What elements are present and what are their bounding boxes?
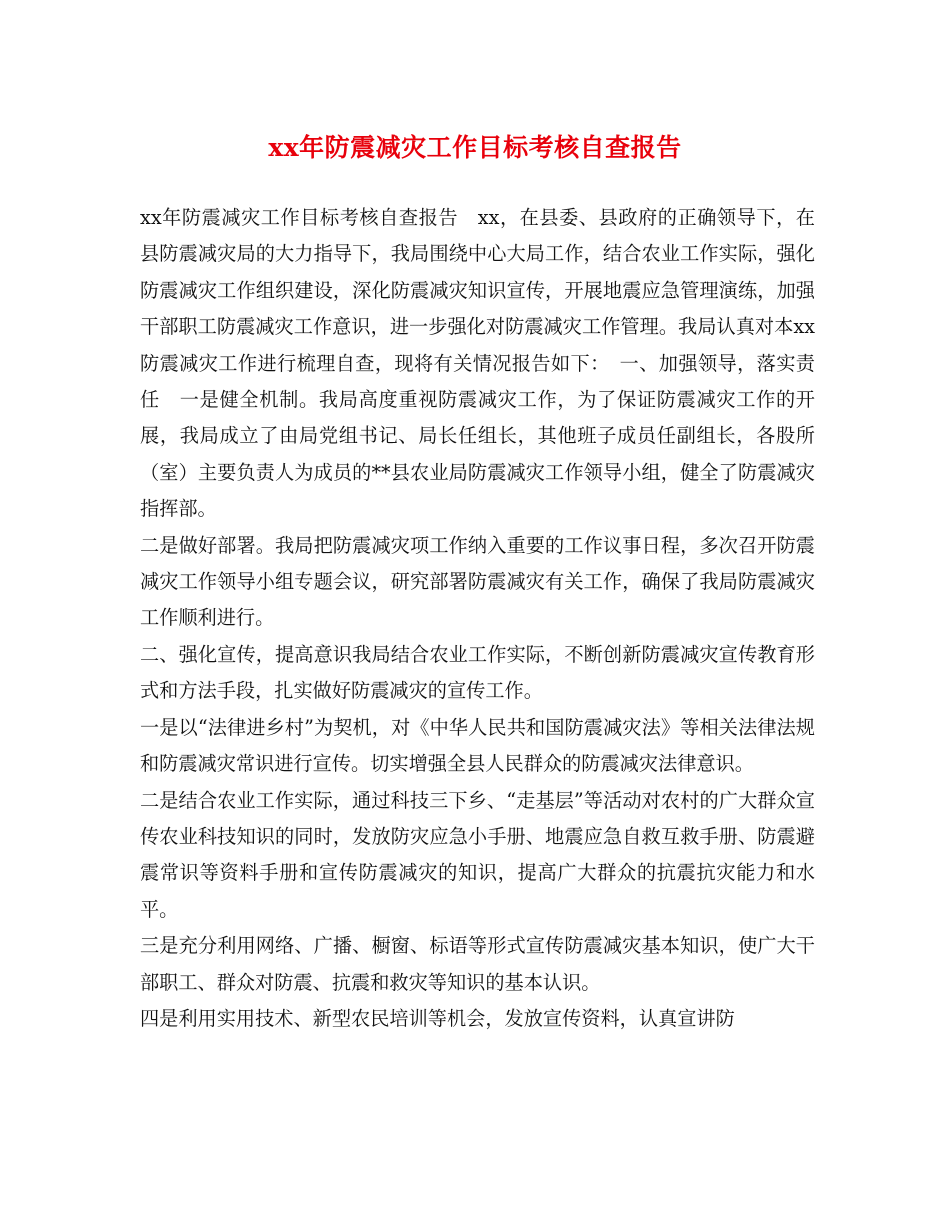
paragraph: 二、强化宣传，提高意识我局结合农业工作实际，不断创新防震减灾宣传教育形式和方法手段，扎实做好防震减灾的宣传工作。 [140, 642, 815, 703]
paragraph: 一是以“法律进乡村”为契机，对《中华人民共和国防震减灾法》等相关法律法规和防震减灾常识进行宣传。切实增强全县人民群众的防震减灾法律意识。 [140, 715, 815, 776]
paragraph: xx年防震减灾工作目标考核自查报告 xx，在县委、县政府的正确领导下，在县防震减灾局的大力指导下，我局围绕中心大局工作，结合农业工作实际，强化防震减灾工作组织建设，深化防震减灾知识宣传，开展地震应急管理演练，加强干部职工防震减灾工作意识，进一步强化对防震减灾工作管理。我局认真对本xx防震减灾工作进行梳理自查，现将有关情况报告如下： 一、加强领导，落实责任 一是健全机制。我局高度重视防震减灾工作，为了保证防震减灾工作的开展，我局成立了由局党组书记、局长任组长，其他班子成员任副组长，各股所（室）主要负责人为成员的**县农业局防震减灾工作领导小组，健全了防震减灾指挥部。 [140, 206, 815, 521]
document-title: xx年防震减灾工作目标考核自查报告 [268, 133, 682, 162]
document-body [140, 200, 815, 1037]
paragraph: 二是做好部署。我局把防震减灾项工作纳入重要的工作议事日程，多次召开防震减灾工作领导小组专题会议，研究部署防震减灾有关工作，确保了我局防震减灾工作顺利进行。 [140, 533, 815, 630]
paragraph: 四是利用实用技术、新型农民培训等机会，发放宣传资料，认真宣讲防 [140, 1006, 735, 1030]
paragraph: 二是结合农业工作实际，通过科技三下乡、“走基层”等活动对农村的广大群众宣传农业科技知识的同时，发放防灾应急小手册、地震应急自救互救手册、防震避震常识等资料手册和宣传防震减灾的知识，提高广大群众的抗震抗灾能力和水平。 [140, 788, 815, 921]
paragraph: 三是充分利用网络、广播、橱窗、标语等形式宣传防震减灾基本知识，使广大干部职工、群众对防震、抗震和救灾等知识的基本认识。 [140, 934, 815, 994]
